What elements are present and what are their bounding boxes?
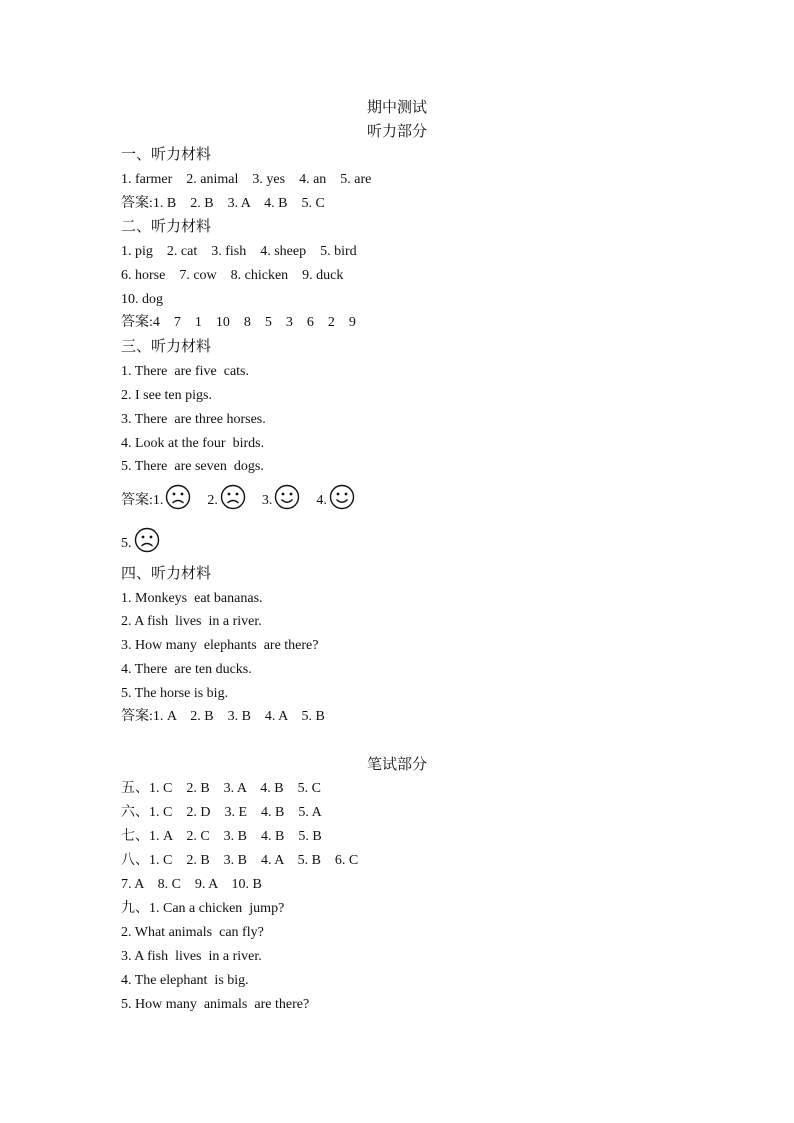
sad-face-icon: [165, 484, 191, 510]
written-line-4: 八、1. C 2. B 3. B 4. A 5. B 6. C: [121, 853, 359, 868]
written-line-8: 3. A fish lives in a river.: [121, 949, 262, 964]
section4-heading: 四、听力材料: [121, 566, 212, 582]
listening-heading: 听力部分: [366, 124, 427, 140]
section3-heading: 三、听力材料: [121, 339, 212, 355]
smiley-face-icon: [329, 484, 355, 510]
written-line-2: 六、1. C 2. D 3. E 4. B 5. A: [121, 805, 322, 820]
written-line-6: 九、1. Can a chicken jump?: [121, 901, 285, 916]
section4-line-5: 5. The horse is big.: [121, 686, 229, 701]
answer-num-4: 4.: [316, 493, 327, 508]
smiley-face-icon: [274, 484, 300, 510]
section3-line-3: 3. There are three horses.: [121, 412, 266, 427]
section3-line-1: 1. There are five cats.: [121, 364, 250, 379]
written-line-3: 七、1. A 2. C 3. B 4. B 5. B: [121, 829, 322, 844]
written-line-7: 2. What animals can fly?: [121, 925, 264, 940]
section4-line-2: 2. A fish lives in a river.: [121, 614, 262, 629]
section3-line-5: 5. There are seven dogs.: [121, 459, 264, 474]
section3-answer-5: [121, 527, 162, 553]
written-line-10: 5. How many animals are there?: [121, 997, 310, 1012]
section2-line-3: 10. dog: [121, 292, 163, 307]
section4-line-3: 3. How many elephants are there?: [121, 638, 319, 653]
written-line-1: 五、1. C 2. B 3. A 4. B 5. C: [121, 781, 321, 796]
section4-line-1: 1. Monkeys eat bananas.: [121, 591, 263, 606]
answer-prefix: 答案:: [121, 493, 153, 508]
section2-line-1: 1. pig 2. cat 3. fish 4. sheep 5. bird: [121, 244, 357, 259]
sad-face-icon: [220, 484, 246, 510]
section1-answer: 答案:1. B 2. B 3. A 4. B 5. C: [121, 196, 325, 211]
section3-line-4: 4. Look at the four birds.: [121, 436, 265, 451]
answer-num-5: 5.: [121, 536, 132, 551]
answer-num-3: 3.: [261, 493, 273, 508]
sad-face-icon: [134, 527, 160, 553]
section3-answer: [121, 484, 357, 510]
written-heading: 笔试部分: [366, 757, 427, 773]
answer-num-1: 1.: [152, 493, 164, 508]
section1-words: 1. farmer 2. animal 3. yes 4. an 5. are: [121, 172, 372, 187]
page-title: 期中测试: [366, 100, 427, 116]
section1-heading: 一、听力材料: [121, 147, 212, 163]
section3-line-2: 2. I see ten pigs.: [121, 388, 212, 403]
section4-answer: 答案:1. A 2. B 3. B 4. A 5. B: [121, 709, 325, 724]
section2-line-2: 6. horse 7. cow 8. chicken 9. duck: [121, 268, 344, 283]
section2-answer: 答案:4 7 1 10 8 5 3 6 2 9: [121, 315, 356, 330]
written-line-5: 7. A 8. C 9. A 10. B: [121, 877, 262, 892]
section2-heading: 二、听力材料: [121, 219, 212, 235]
written-line-9: 4. The elephant is big.: [121, 973, 249, 988]
answer-num-2: 2.: [207, 493, 218, 508]
section4-line-4: 4. There are ten ducks.: [121, 662, 252, 677]
